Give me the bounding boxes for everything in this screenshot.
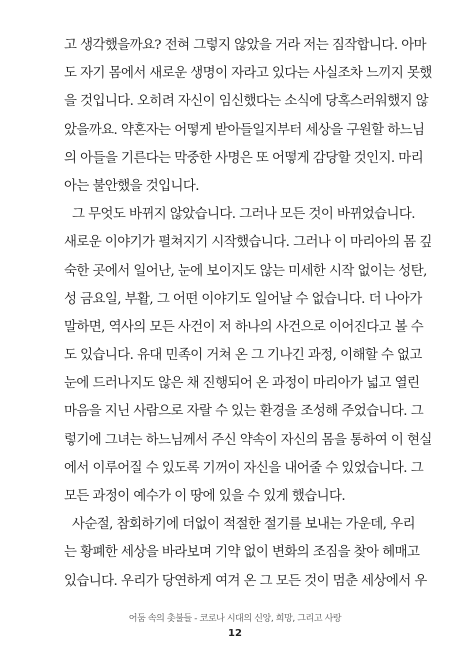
text-line: 말하면, 역사의 모든 사건이 저 하나의 사건으로 이어진다고 볼 수 <box>64 319 424 335</box>
text-line: 있습니다. 우리가 당연하게 여겨 온 그 모든 것이 멈춘 세상에서 우 <box>64 573 427 589</box>
text-line: 는 황폐한 세상을 바라보며 기약 없이 변화의 조짐을 찾아 헤매고 <box>64 545 420 561</box>
running-footer-title: 어둠 속의 촛불들 - 코로나 시대의 신앙, 희망, 그리고 사랑 <box>128 614 342 624</box>
text-line: 렇기에 그녀는 하느님께서 주신 약속이 자신의 몸을 통하여 이 현실 <box>64 432 432 448</box>
paragraph-start-line: 그 무엇도 바뀌지 않았습니다. 그러나 모든 것이 바뀌었습니다. <box>72 207 415 223</box>
text-line: 도 있습니다. 유대 민족이 거쳐 온 그 기나긴 과정, 이해할 수 없고 <box>64 348 422 364</box>
text-line: 았을까요. 약혼자는 어떻게 받아들일지부터 세상을 구원할 하느님 <box>64 122 425 138</box>
text-line: 도 자기 몸에서 새로운 생명이 자라고 있다는 사실조차 느끼지 못했 <box>64 66 432 82</box>
text-line: 성 금요일, 부활, 그 어떤 이야기도 일어날 수 없습니다. 더 나아가 <box>64 291 422 307</box>
text-line: 숙한 곳에서 일어난, 눈에 보이지도 않는 미세한 시작 없이는 성탄, <box>64 263 427 279</box>
text-line: 을 것입니다. 오히려 자신이 임신했다는 소식에 당혹스러워했지 않 <box>64 94 429 110</box>
text-line: 마음을 지닌 사람으로 자랄 수 있는 환경을 조성해 주었습니다. 그 <box>64 404 424 420</box>
text-line: 의 아들을 기른다는 막중한 사명은 또 어떻게 감당할 것인지. 마리 <box>64 150 424 166</box>
text-line: 새로운 이야기가 펼쳐지기 시작했습니다. 그러나 이 마리아의 몸 깊 <box>64 235 432 251</box>
text-line: 눈에 드러나지도 않은 채 진행되어 온 과정이 마리아가 넓고 열린 <box>64 376 420 392</box>
text-line: 아는 불안했을 것입니다. <box>64 178 199 194</box>
text-line: 고 생각했을까요? 전혀 그렇지 않았을 거라 저는 짐작합니다. 아마 <box>64 38 427 53</box>
text-line: 에서 이루어질 수 있도록 기꺼이 자신을 내어줄 수 있었습니다. 그 <box>64 460 424 476</box>
page-number: 12 <box>228 628 242 639</box>
paragraph-start-line: 사순절, 참회하기에 더없이 적절한 절기를 보내는 가운데, 우리 <box>72 517 415 533</box>
body-text <box>64 32 432 596</box>
text-line: 모든 과정이 예수가 이 땅에 있을 수 있게 했습니다. <box>64 489 346 504</box>
